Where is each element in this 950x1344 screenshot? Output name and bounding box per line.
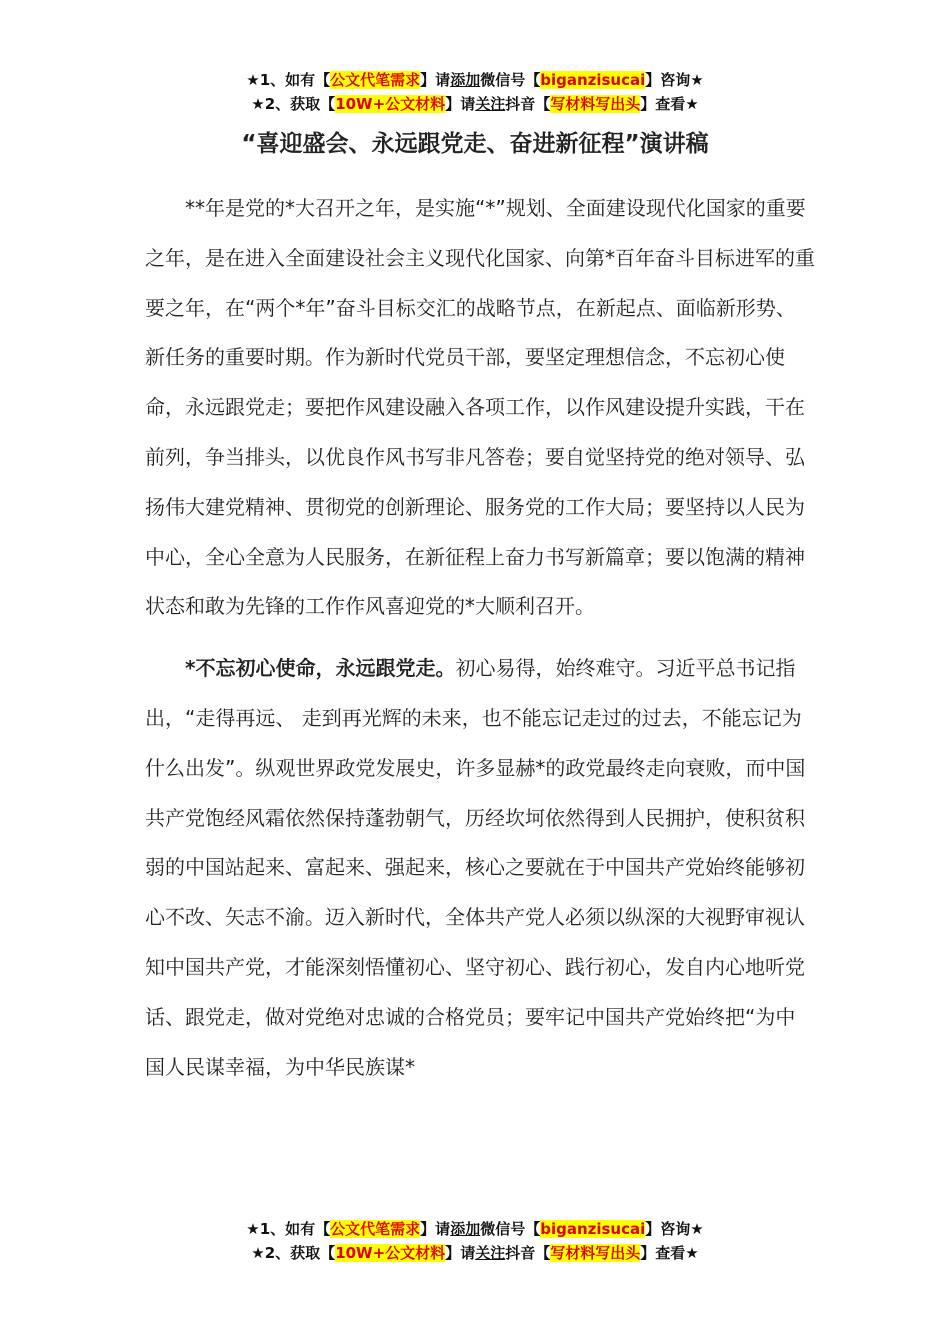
paragraph-heading: *不忘初心使命，永远跟党走。 bbox=[185, 656, 456, 681]
promo-highlight: 10W+公文材料 bbox=[335, 1244, 446, 1262]
promo-text: 】请 bbox=[445, 1244, 476, 1262]
promo-text: ★1、如有【 bbox=[246, 1220, 331, 1238]
promo-text: ★2、获取【 bbox=[251, 95, 336, 113]
promo-text: ★2、获取【 bbox=[251, 1244, 336, 1262]
promo-text: ★1、如有【 bbox=[246, 71, 331, 89]
promo-line-2 bbox=[0, 1241, 950, 1265]
wechat-id-highlight: biganzisucai bbox=[540, 1220, 646, 1238]
promo-text: 】咨询★ bbox=[645, 71, 704, 89]
promo-text: 微信号【 bbox=[480, 71, 541, 89]
body-paragraph-2 bbox=[145, 644, 815, 1092]
promo-highlight: 公文代笔需求 bbox=[330, 1220, 421, 1238]
promo-text: 抖音【 bbox=[505, 1244, 551, 1262]
douyin-name-highlight: 写材料写出头 bbox=[550, 1244, 641, 1262]
promo-underlined: 添加 bbox=[450, 71, 481, 89]
promo-text: 】请 bbox=[420, 1220, 451, 1238]
promo-underlined: 添加 bbox=[450, 1220, 481, 1238]
promo-text: 抖音【 bbox=[505, 95, 551, 113]
promo-line-2 bbox=[0, 92, 950, 116]
promo-highlight: 10W+公文材料 bbox=[335, 95, 446, 113]
promo-line-1 bbox=[0, 1217, 950, 1241]
promo-text: 】请 bbox=[420, 71, 451, 89]
promo-text: 】咨询★ bbox=[645, 1220, 704, 1238]
douyin-name-highlight: 写材料写出头 bbox=[550, 95, 641, 113]
promo-underlined: 关注 bbox=[475, 95, 506, 113]
bottom-promo-banner bbox=[0, 1217, 950, 1265]
top-promo-banner bbox=[0, 68, 950, 116]
paragraph-body: 初心易得，始终难守。习近平总书记指出，“走得再远、 走到再光辉的未来，也不能忘记走过的过去，不能忘记为什么出发”。纵观世界政党发展史，许多显赫*的政党最终走向衰败，而中国共产党饱经风霜依然保持蓬勃朝气，历经坎坷依然得到人民拥护，使积贫积弱的中国站起来、富起来、强起来，核心之要就在于中国共产党始终能够初心不改、矢志不渝。迈入新时代，全体共产党人必须以纵深的大视野审视认知中国共产党，才能深刻悟懂初心、坚守初心、践行初心，发自内心地听党话、跟党走，做对党绝对忠诚的合格党员；要牢记中国共产党始终把“为中国人民谋幸福，为中华民族谋* bbox=[145, 656, 806, 1079]
promo-text: 微信号【 bbox=[480, 1220, 541, 1238]
wechat-id-highlight: biganzisucai bbox=[540, 71, 646, 89]
promo-text: 】查看★ bbox=[640, 95, 699, 113]
promo-text: 】查看★ bbox=[640, 1244, 699, 1262]
promo-highlight: 公文代笔需求 bbox=[330, 71, 421, 89]
document-title: “喜迎盛会、永远跟党走、奋进新征程”演讲稿 bbox=[241, 131, 709, 157]
promo-underlined: 关注 bbox=[475, 1244, 506, 1262]
promo-line-1 bbox=[0, 68, 950, 92]
document-body bbox=[145, 184, 815, 1092]
body-paragraph-1: **年是党的*大召开之年，是实施“*”规划、全面建设现代化国家的重要之年，是在进入全面建设社会主义现代化国家、向第*百年奋斗目标进军的重要之年，在“两个*年”奋斗目标交汇的战略节点，在新起点、面临新形势、新任务的重要时期。作为新时代党员干部，要坚定理想信念，不忘初心使命，永远跟党走；要把作风建设融入各项工作，以作风建设提升实践，干在前列，争当排头，以优良作风书写非凡答卷；要自觉坚持党的绝对领导、弘扬伟大建党精神、贯彻党的创新理论、服务党的工作大局；要坚持以人民为中心，全心全意为人民服务，在新征程上奋力书写新篇章；要以饱满的精神状态和敢为先锋的工作作风喜迎党的*大顺利召开。 bbox=[145, 196, 815, 619]
promo-text: 】请 bbox=[445, 95, 476, 113]
